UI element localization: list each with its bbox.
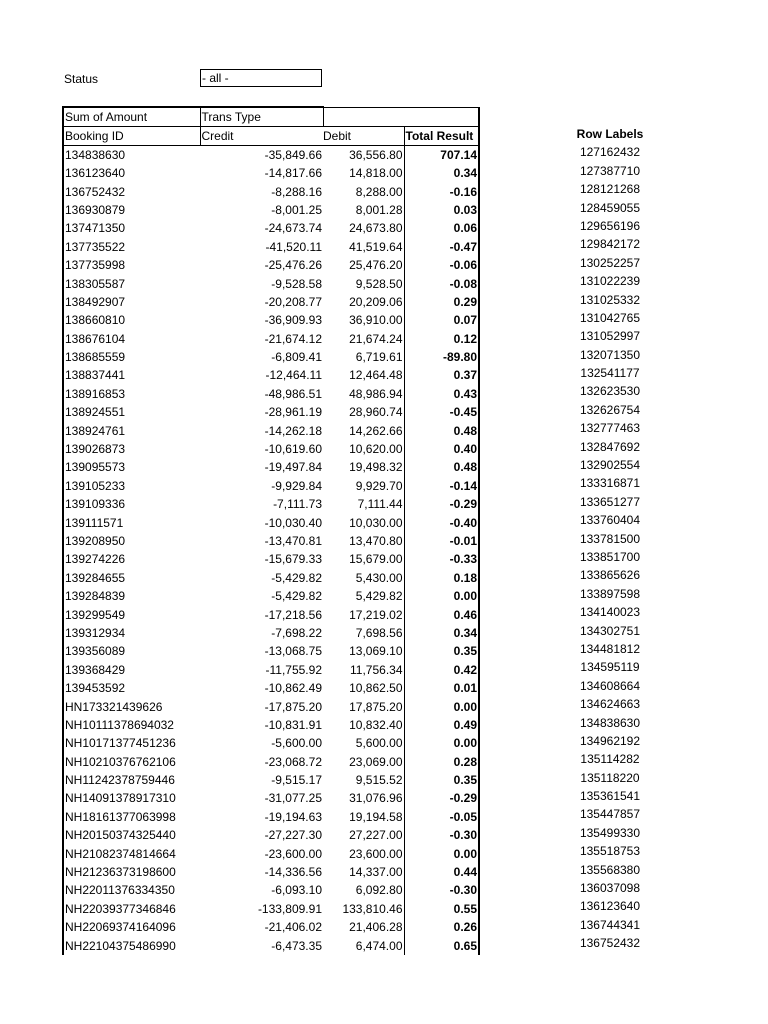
booking-id-cell: 139095573 xyxy=(63,458,200,476)
list-item: 133865626 xyxy=(579,568,641,583)
list-item: 134624663 xyxy=(579,697,641,712)
debit-cell: 14,262.66 xyxy=(323,421,404,439)
debit-cell: 23,069.00 xyxy=(323,753,404,771)
credit-cell: -10,619.60 xyxy=(264,442,322,457)
credit-cell: -10,831.91 xyxy=(264,717,322,732)
booking-id-cell: 139026873 xyxy=(63,440,200,458)
list-item: 136752432 xyxy=(579,936,641,951)
credit-cell: -5,429.82 xyxy=(271,570,322,585)
credit-cell: -8,001.25 xyxy=(271,202,322,217)
table-row xyxy=(63,164,479,182)
table-row xyxy=(63,366,479,384)
debit-cell: 10,832.40 xyxy=(323,716,404,734)
total-result-cell: 0.49 xyxy=(404,716,479,734)
table-row xyxy=(63,403,479,421)
list-item: 136037098 xyxy=(579,881,641,896)
booking-id-cell: 137471350 xyxy=(63,219,200,237)
list-item: 134481812 xyxy=(579,641,641,656)
pivot-header-row xyxy=(63,107,479,127)
debit-cell: 24,673.80 xyxy=(323,219,404,237)
credit-cell: -9,929.84 xyxy=(271,478,322,493)
column-header-debit: Debit xyxy=(323,127,404,146)
debit-cell: 10,030.00 xyxy=(323,513,404,531)
list-item: 131025332 xyxy=(579,292,641,307)
debit-cell: 7,698.56 xyxy=(323,624,404,642)
table-row xyxy=(63,477,479,495)
list-item: 129842172 xyxy=(579,237,641,252)
table-row xyxy=(63,679,479,697)
booking-id-cell: HN173321439626 xyxy=(63,697,200,715)
total-result-cell: -0.47 xyxy=(404,238,479,256)
list-item: 134608664 xyxy=(579,678,641,693)
table-row xyxy=(63,182,479,200)
booking-id-cell: 138916853 xyxy=(63,385,200,403)
booking-id-cell: NH22069374164096 xyxy=(63,918,200,936)
booking-id-cell: NH14091378917310 xyxy=(63,789,200,807)
booking-id-cell: 137735522 xyxy=(63,238,200,256)
debit-cell: 13,069.10 xyxy=(323,642,404,660)
list-item: 133316871 xyxy=(579,476,641,491)
total-result-cell: -0.06 xyxy=(404,256,479,274)
credit-cell: -10,030.40 xyxy=(264,515,322,530)
credit-cell: -48,986.51 xyxy=(264,386,322,401)
booking-id-cell: 136930879 xyxy=(63,201,200,219)
total-result-cell: 0.35 xyxy=(404,771,479,789)
list-item: 131022239 xyxy=(579,274,641,289)
table-row xyxy=(63,146,479,165)
column-field-label[interactable]: Trans Type xyxy=(200,107,323,127)
table-row xyxy=(63,661,479,679)
booking-id-cell: 134838630 xyxy=(63,146,200,165)
list-item: 135499330 xyxy=(579,825,641,840)
debit-cell: 25,476.20 xyxy=(323,256,404,274)
pivot-column-header-row xyxy=(63,127,479,146)
booking-id-cell: NH20150374325440 xyxy=(63,826,200,844)
total-result-cell: 0.65 xyxy=(404,936,479,954)
credit-cell: -36,909.93 xyxy=(264,313,322,328)
debit-cell: 36,910.00 xyxy=(323,311,404,329)
debit-cell: 36,556.80 xyxy=(323,146,404,165)
booking-id-cell: 139356089 xyxy=(63,642,200,660)
debit-cell: 8,001.28 xyxy=(323,201,404,219)
list-item: 134140023 xyxy=(579,605,641,620)
list-item: 134302751 xyxy=(579,623,641,638)
booking-id-cell: 139274226 xyxy=(63,550,200,568)
table-row xyxy=(63,771,479,789)
total-result-cell: 0.40 xyxy=(404,440,479,458)
table-row xyxy=(63,532,479,550)
table-row xyxy=(63,550,479,568)
debit-cell: 14,818.00 xyxy=(323,164,404,182)
debit-cell: 21,406.28 xyxy=(323,918,404,936)
table-row xyxy=(63,789,479,807)
total-result-cell: -0.33 xyxy=(404,550,479,568)
credit-cell: -41,520.11 xyxy=(265,239,322,254)
credit-cell: -6,473.35 xyxy=(271,938,322,953)
booking-id-cell: 139111571 xyxy=(63,513,200,531)
credit-cell: -6,093.10 xyxy=(271,883,322,898)
credit-cell: -19,497.84 xyxy=(264,460,322,475)
credit-cell: -23,600.00 xyxy=(264,846,322,861)
booking-id-cell: NH10171377451236 xyxy=(63,734,200,752)
credit-cell: -7,111.73 xyxy=(273,497,322,512)
list-item: 134962192 xyxy=(579,733,641,748)
total-result-cell: -89.80 xyxy=(404,348,479,366)
total-result-cell: 0.48 xyxy=(404,458,479,476)
list-item: 135568380 xyxy=(579,862,641,877)
list-item: 133781500 xyxy=(579,531,641,546)
total-result-cell: -0.29 xyxy=(404,495,479,513)
credit-cell: -21,406.02 xyxy=(264,920,322,935)
table-row xyxy=(63,753,479,771)
total-result-cell: 0.43 xyxy=(404,385,479,403)
table-row xyxy=(63,716,479,734)
credit-cell: -14,817.66 xyxy=(264,166,322,181)
total-result-cell: 0.34 xyxy=(404,624,479,642)
list-item: 127162432 xyxy=(579,145,641,160)
debit-cell: 12,464.48 xyxy=(323,366,404,384)
total-result-cell: 0.00 xyxy=(404,587,479,605)
list-item: 134838630 xyxy=(579,715,641,730)
credit-cell: -25,476.26 xyxy=(264,258,322,273)
booking-id-cell: 138676104 xyxy=(63,330,200,348)
credit-cell: -19,194.63 xyxy=(264,809,322,824)
table-row xyxy=(63,201,479,219)
booking-id-cell: 139105233 xyxy=(63,477,200,495)
table-row xyxy=(63,238,479,256)
total-result-cell: -0.14 xyxy=(404,477,479,495)
booking-id-cell: 138924551 xyxy=(63,403,200,421)
credit-cell: -13,068.75 xyxy=(264,644,322,659)
booking-id-cell: 137735998 xyxy=(63,256,200,274)
debit-cell: 15,679.00 xyxy=(323,550,404,568)
table-row xyxy=(63,734,479,752)
list-item: 128121268 xyxy=(579,182,641,197)
total-result-cell: -0.05 xyxy=(404,808,479,826)
list-item: 132902554 xyxy=(579,458,641,473)
column-header-total-result: Total Result xyxy=(404,127,479,146)
total-result-cell: 0.00 xyxy=(404,734,479,752)
credit-cell: -21,674.12 xyxy=(264,331,322,346)
total-result-cell: -0.16 xyxy=(404,182,479,200)
booking-id-cell: 139453592 xyxy=(63,679,200,697)
row-field-label[interactable]: Booking ID xyxy=(63,127,200,146)
debit-cell: 6,474.00 xyxy=(323,936,404,954)
total-result-cell: 0.48 xyxy=(404,421,479,439)
total-result-cell: -0.30 xyxy=(404,881,479,899)
debit-cell: 10,862.50 xyxy=(323,679,404,697)
credit-cell: -17,218.56 xyxy=(264,607,322,622)
list-item: 135114282 xyxy=(580,752,640,767)
booking-id-cell: NH22104375486990 xyxy=(63,936,200,954)
booking-id-cell: 138685559 xyxy=(63,348,200,366)
debit-cell: 5,429.82 xyxy=(323,587,404,605)
total-result-cell: 0.18 xyxy=(404,569,479,587)
debit-cell: 23,600.00 xyxy=(323,844,404,862)
list-item: 134595119 xyxy=(580,660,640,675)
total-result-cell: 0.34 xyxy=(404,164,479,182)
booking-id-cell: 138492907 xyxy=(63,293,200,311)
booking-id-cell: 138837441 xyxy=(63,366,200,384)
total-result-cell: 0.35 xyxy=(404,642,479,660)
total-result-cell: 0.37 xyxy=(404,366,479,384)
debit-cell: 28,960.74 xyxy=(323,403,404,421)
booking-id-cell: 139208950 xyxy=(63,532,200,550)
list-item: 132626754 xyxy=(579,402,641,417)
debit-cell: 8,288.00 xyxy=(323,182,404,200)
credit-cell: -133,809.91 xyxy=(257,901,322,916)
debit-cell: 48,986.94 xyxy=(323,385,404,403)
debit-cell: 19,194.58 xyxy=(323,808,404,826)
total-result-cell: 0.12 xyxy=(404,330,479,348)
list-item: 133897598 xyxy=(579,586,641,601)
total-result-cell: -0.29 xyxy=(404,789,479,807)
pivot-corner-label: Sum of Amount xyxy=(63,107,200,127)
total-result-cell: 0.28 xyxy=(404,753,479,771)
credit-cell: -14,336.56 xyxy=(264,865,322,880)
table-row xyxy=(63,293,479,311)
table-row xyxy=(63,808,479,826)
debit-cell: 5,430.00 xyxy=(323,569,404,587)
total-result-cell: 707.14 xyxy=(404,146,479,165)
booking-id-cell: NH21236373198600 xyxy=(63,863,200,881)
list-item: 132623530 xyxy=(579,384,641,399)
table-row xyxy=(63,881,479,899)
booking-id-cell: 136123640 xyxy=(63,164,200,182)
debit-cell: 41,519.64 xyxy=(323,238,404,256)
total-result-cell: -0.01 xyxy=(404,532,479,550)
total-result-cell: 0.44 xyxy=(404,863,479,881)
booking-id-cell: NH10210376762106 xyxy=(63,753,200,771)
credit-cell: -12,464.11 xyxy=(265,368,322,383)
credit-cell: -6,809.41 xyxy=(271,350,322,365)
debit-cell: 19,498.32 xyxy=(323,458,404,476)
booking-id-cell: NH10111378694032 xyxy=(63,716,200,734)
booking-id-cell: 139299549 xyxy=(63,605,200,623)
list-item: 131052997 xyxy=(579,329,641,344)
booking-id-cell: 136752432 xyxy=(63,182,200,200)
debit-cell: 5,600.00 xyxy=(323,734,404,752)
list-item: 136123640 xyxy=(579,899,641,914)
table-row xyxy=(63,900,479,918)
table-row xyxy=(63,642,479,660)
list-item: 128459055 xyxy=(579,200,641,215)
table-row xyxy=(63,311,479,329)
credit-cell: -20,208.77 xyxy=(264,294,322,309)
booking-id-cell: NH18161377063998 xyxy=(63,808,200,826)
pivot-table xyxy=(62,106,480,955)
credit-cell: -9,515.17 xyxy=(271,773,322,788)
table-row xyxy=(63,605,479,623)
credit-cell: -14,262.18 xyxy=(264,423,322,438)
booking-id-cell: NH21082374814664 xyxy=(63,844,200,862)
total-result-cell: 0.00 xyxy=(404,844,479,862)
total-result-cell: 0.00 xyxy=(404,697,479,715)
debit-cell: 21,674.24 xyxy=(323,330,404,348)
debit-cell: 7,111.44 xyxy=(323,495,404,513)
total-result-cell: 0.29 xyxy=(404,293,479,311)
header-empty-cell xyxy=(323,107,479,127)
table-row xyxy=(63,256,479,274)
debit-cell: 13,470.80 xyxy=(323,532,404,550)
table-row xyxy=(63,495,479,513)
credit-cell: -28,961.19 xyxy=(264,405,322,420)
status-filter-label: Status xyxy=(64,72,99,86)
list-item: 132847692 xyxy=(579,439,641,454)
debit-cell: 11,756.34 xyxy=(323,661,404,679)
credit-cell: -31,077.25 xyxy=(264,791,322,806)
credit-cell: -11,755.92 xyxy=(265,662,322,677)
total-result-cell: -0.30 xyxy=(404,826,479,844)
debit-cell: 10,620.00 xyxy=(323,440,404,458)
table-row xyxy=(63,863,479,881)
credit-cell: -5,600.00 xyxy=(271,736,322,751)
debit-cell: 9,515.52 xyxy=(323,771,404,789)
status-filter-field[interactable]: - all - xyxy=(200,69,322,87)
booking-id-cell: NH22011376334350 xyxy=(63,881,200,899)
total-result-cell: 0.46 xyxy=(404,605,479,623)
table-row xyxy=(63,458,479,476)
total-result-cell: 0.01 xyxy=(404,679,479,697)
list-item: 135118220 xyxy=(580,770,640,785)
table-row xyxy=(63,513,479,531)
booking-id-cell: 139284655 xyxy=(63,569,200,587)
total-result-cell: -0.45 xyxy=(404,403,479,421)
booking-id-cell: 139109336 xyxy=(63,495,200,513)
debit-cell: 9,929.70 xyxy=(323,477,404,495)
list-item: 132777463 xyxy=(579,421,641,436)
table-row xyxy=(63,569,479,587)
debit-cell: 31,076.96 xyxy=(323,789,404,807)
credit-cell: -9,528.58 xyxy=(271,276,322,291)
table-row xyxy=(63,624,479,642)
credit-cell: -23,068.72 xyxy=(264,754,322,769)
row-labels-header: Row Labels xyxy=(576,127,644,141)
table-row xyxy=(63,844,479,862)
booking-id-cell: 138660810 xyxy=(63,311,200,329)
list-item: 127387710 xyxy=(579,163,641,178)
credit-cell: -35,849.66 xyxy=(264,148,322,162)
table-row xyxy=(63,219,479,237)
credit-cell: -24,673.74 xyxy=(264,221,322,236)
list-item: 136744341 xyxy=(579,917,641,932)
total-result-cell: 0.55 xyxy=(404,900,479,918)
total-result-cell: 0.03 xyxy=(404,201,479,219)
list-item: 135361541 xyxy=(579,789,641,804)
table-row xyxy=(63,440,479,458)
debit-cell: 27,227.00 xyxy=(323,826,404,844)
list-item: 132541177 xyxy=(580,366,640,381)
booking-id-cell: 139312934 xyxy=(63,624,200,642)
credit-cell: -15,679.33 xyxy=(264,552,322,567)
booking-id-cell: 138924761 xyxy=(63,421,200,439)
list-item: 133760404 xyxy=(579,513,641,528)
total-result-cell: 0.26 xyxy=(404,918,479,936)
table-row xyxy=(63,330,479,348)
list-item: 135447857 xyxy=(579,807,641,822)
total-result-cell: 0.07 xyxy=(404,311,479,329)
total-result-cell: 0.42 xyxy=(404,661,479,679)
table-row xyxy=(63,385,479,403)
table-row xyxy=(63,421,479,439)
row-labels-column xyxy=(560,125,660,953)
list-item: 131042765 xyxy=(579,310,641,325)
list-item: 129656196 xyxy=(579,218,641,233)
debit-cell: 6,719.61 xyxy=(323,348,404,366)
table-row xyxy=(63,826,479,844)
credit-cell: -8,288.16 xyxy=(271,184,322,199)
booking-id-cell: 139284839 xyxy=(63,587,200,605)
credit-cell: -10,862.49 xyxy=(264,681,322,696)
credit-cell: -17,875.20 xyxy=(264,699,322,714)
debit-cell: 14,337.00 xyxy=(323,863,404,881)
total-result-cell: -0.08 xyxy=(404,274,479,292)
table-row xyxy=(63,348,479,366)
debit-cell: 133,810.46 xyxy=(323,900,404,918)
table-row xyxy=(63,918,479,936)
credit-cell: -7,698.22 xyxy=(271,625,322,640)
total-result-cell: 0.06 xyxy=(404,219,479,237)
debit-cell: 17,219.02 xyxy=(323,605,404,623)
column-header-credit: Credit xyxy=(200,127,323,146)
credit-cell: -27,227.30 xyxy=(264,828,322,843)
booking-id-cell: NH11242378759446 xyxy=(63,771,200,789)
booking-id-cell: NH22039377346846 xyxy=(63,900,200,918)
table-row xyxy=(63,697,479,715)
list-item: 132071350 xyxy=(579,347,641,362)
list-item: 135518753 xyxy=(579,844,641,859)
debit-cell: 6,092.80 xyxy=(323,881,404,899)
table-row xyxy=(63,587,479,605)
booking-id-cell: 138305587 xyxy=(63,274,200,292)
debit-cell: 9,528.50 xyxy=(323,274,404,292)
table-row xyxy=(63,936,479,954)
total-result-cell: -0.40 xyxy=(404,513,479,531)
list-item: 130252257 xyxy=(579,255,641,270)
list-item: 133851700 xyxy=(579,549,641,564)
credit-cell: -13,470.81 xyxy=(264,534,322,548)
table-row xyxy=(63,274,479,292)
list-item: 133651277 xyxy=(579,494,641,509)
debit-cell: 17,875.20 xyxy=(323,697,404,715)
booking-id-cell: 139368429 xyxy=(63,661,200,679)
debit-cell: 20,209.06 xyxy=(323,293,404,311)
credit-cell: -5,429.82 xyxy=(271,589,322,604)
